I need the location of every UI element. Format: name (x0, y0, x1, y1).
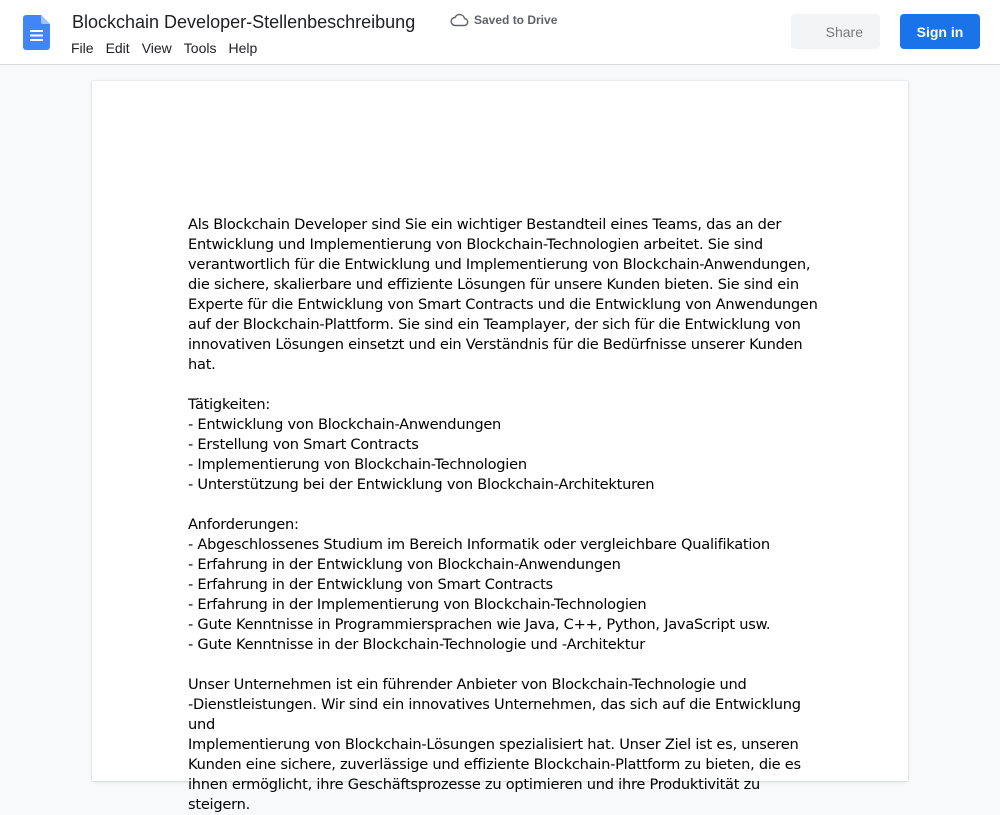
menu-item-view[interactable]: View (141, 40, 172, 56)
requirement-item: - Erfahrung in der Entwicklung von Blockchain-Anwendungen (188, 556, 621, 573)
cloud-done-icon (451, 14, 468, 26)
requirement-item: - Abgeschlossenes Studium im Bereich Informatik oder vergleichbare Qualifikation (188, 536, 770, 553)
company-line: Kunden eine sichere, zuverlässige und effiziente Blockchain-Plattform zu bieten, die es (188, 756, 801, 773)
company-line: Implementierung von Blockchain-Lösungen spezialisiert hat. Unser Ziel ist es, unseren (188, 736, 799, 753)
menu-item-tools[interactable]: Tools (183, 40, 217, 56)
requirement-item: - Erfahrung in der Implementierung von Blockchain-Technologien (188, 596, 647, 613)
company-line: -Dienstleistungen. Wir sind ein innovatives Unternehmen, das sich auf die Entwicklung und (188, 696, 801, 733)
document-title[interactable]: Blockchain Developer-Stellenbeschreibung (72, 12, 416, 32)
task-item: - Unterstützung bei der Entwicklung von Blockchain-Architekturen (188, 476, 655, 493)
save-status (451, 13, 557, 27)
document-body[interactable] (188, 215, 818, 815)
share-button-label: Share (825, 23, 863, 40)
menu-item-file[interactable]: File (71, 40, 94, 56)
sign-in-button[interactable]: Sign in (900, 14, 980, 49)
intro-line: hat. (188, 356, 216, 373)
intro-line: Experte für die Entwicklung von Smart Contracts und die Entwicklung von Anwendungen (188, 296, 818, 313)
menu-bar (71, 40, 269, 56)
save-status-text: Saved to Drive (474, 13, 558, 27)
intro-line: die sichere, skalierbare und effiziente Lösungen für unsere Kunden bieten. Sie sind ein (188, 276, 799, 293)
task-item: - Implementierung von Blockchain-Technologien (188, 456, 527, 473)
task-item: - Entwicklung von Blockchain-Anwendungen (188, 416, 502, 433)
intro-line: innovativen Lösungen einsetzt und ein Verständnis für die Bedürfnisse unserer Kunden (188, 336, 803, 353)
intro-line: verantwortlich für die Entwicklung und Implementierung von Blockchain-Anwendungen, (188, 256, 811, 273)
requirement-item: - Gute Kenntnisse in Programmiersprachen wie Java, C++, Python, JavaScript usw. (188, 616, 771, 633)
share-button[interactable] (791, 14, 880, 49)
requirements-heading: Anforderungen: (188, 516, 299, 533)
requirement-item: - Erfahrung in der Entwicklung von Smart Contracts (188, 576, 553, 593)
requirement-item: - Gute Kenntnisse in der Blockchain-Technologie und -Architektur (188, 636, 645, 653)
document-page[interactable] (92, 81, 908, 813)
menu-item-edit[interactable]: Edit (105, 40, 130, 56)
company-line: Unser Unternehmen ist ein führender Anbieter von Blockchain-Technologie und (188, 676, 747, 693)
intro-line: auf der Blockchain-Plattform. Sie sind ein Teamplayer, der sich für die Entwicklung von (188, 316, 801, 333)
task-item: - Erstellung von Smart Contracts (188, 436, 419, 453)
intro-line: Als Blockchain Developer sind Sie ein wichtiger Bestandteil eines Teams, das an der (188, 216, 782, 233)
paragraph-spacer (188, 655, 818, 675)
company-line: ihnen ermöglicht, ihre Geschäftsprozesse zu optimieren und ihre Produktivität zu steigern. (188, 776, 761, 813)
menu-item-help[interactable]: Help (228, 40, 258, 56)
paragraph-spacer (188, 375, 818, 395)
top-bar (0, 0, 1000, 65)
google-docs-icon[interactable] (23, 15, 50, 50)
intro-line: Entwicklung und Implementierung von Blockchain-Technologien arbeitet. Sie sind (188, 236, 763, 253)
tasks-heading: Tätigkeiten: (188, 396, 271, 413)
paragraph-spacer (188, 495, 818, 515)
